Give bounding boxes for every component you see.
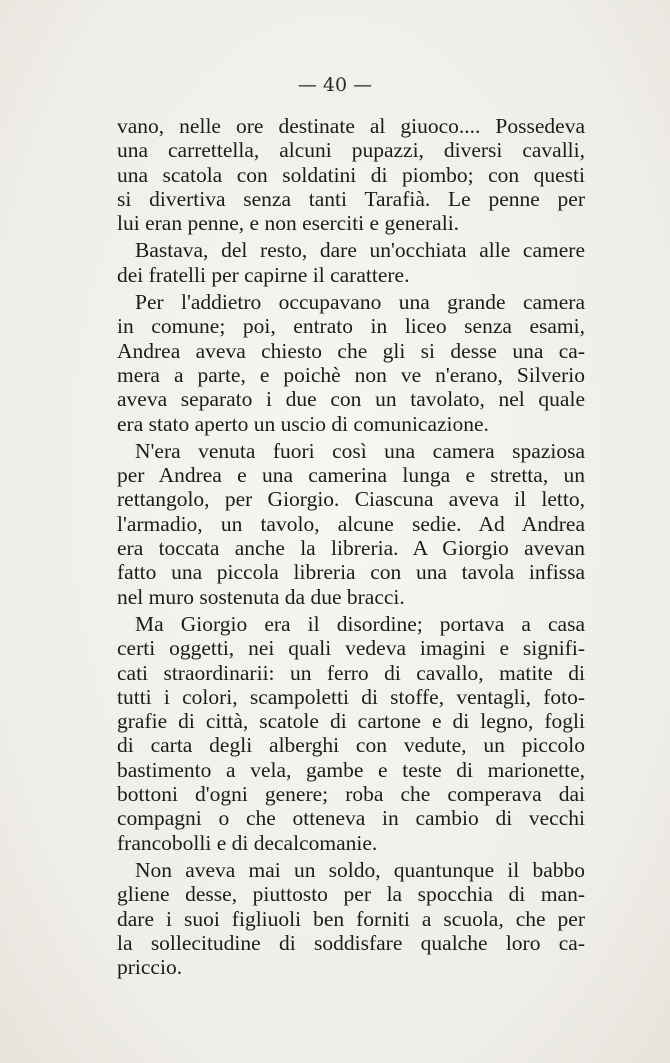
text-line: mera a parte, e poichè non ve n'erano, Silverio <box>117 362 585 387</box>
text-line: Per l'addietro occupavano una grande camera <box>135 290 585 315</box>
text-line: lui eran penne, e non eserciti e generali. <box>117 211 460 236</box>
paragraph <box>117 612 585 855</box>
body-text <box>117 114 585 979</box>
text-line: tutti i colori, scampoletti di stoffe, ventagli, foto- <box>117 684 585 709</box>
text-line: N'era venuta fuori così una camera spaziosa <box>135 438 585 463</box>
text-line: in comune; poi, entrato in liceo senza esami, <box>117 314 585 339</box>
paragraph <box>117 238 585 287</box>
text-line: la sollecitudine di soddisfare qualche loro ca- <box>117 930 585 955</box>
text-line: era stato aperto un uscio di comunicazione. <box>117 411 489 436</box>
text-line: Andrea aveva chiesto che gli si desse una ca- <box>117 338 585 363</box>
text-line: vano, nelle ore destinate al giuoco.... Possedeva <box>117 114 585 138</box>
text-line: francobolli e di decalcomanie. <box>117 830 378 855</box>
text-line: una carrettella, alcuni pupazzi, diversi cavalli, <box>117 138 585 163</box>
text-line: bastimento a vela, gambe e teste di marionette, <box>117 757 585 782</box>
text-line: di carta degli alberghi con vedute, un piccolo <box>117 733 585 758</box>
text-line: l'armadio, un tavolo, alcune sedie. Ad Andrea <box>117 511 585 536</box>
text-line: grafie di città, scatole di cartone e di legno, fogli <box>117 709 585 734</box>
text-line: gliene desse, piuttosto per la spocchia di man- <box>117 882 585 907</box>
text-line: nel muro sostenuta da due bracci. <box>117 584 405 609</box>
text-line: certi oggetti, nei quali vedeva imagini e signifi- <box>117 636 585 661</box>
text-line: era toccata anche la libreria. A Giorgio avevan <box>117 536 585 561</box>
text-line: aveva separato i due con un tavolato, nel quale <box>117 387 585 412</box>
text-line: Bastava, del resto, dare un'occhiata alle camere <box>135 238 585 263</box>
text-line: dare i suoi figliuoli ben forniti a scuola, che per <box>117 906 585 931</box>
text-line: fatto una piccola libreria con una tavola infissa <box>117 560 585 585</box>
text-line: cati straordinarii: un ferro di cavallo, matite di <box>117 660 585 685</box>
text-line: dei fratelli per capirne il carattere. <box>117 262 410 287</box>
text-line: priccio. <box>117 955 183 980</box>
text-line: Non aveva mai un soldo, quantunque il babbo <box>135 857 585 882</box>
text-line: si divertiva senza tanti Tarafià. Le penne per <box>117 186 585 211</box>
page-number: — 40 — <box>297 74 373 96</box>
text-line: per Andrea e una camerina lunga e stretta, un <box>117 463 585 488</box>
text-line: rettangolo, per Giorgio. Ciascuna aveva il letto, <box>117 487 585 512</box>
text-line: una scatola con soldatini di piombo; con questi <box>117 162 585 187</box>
paragraph <box>117 114 585 235</box>
text-line: compagni o che otteneva in cambio di vecchi <box>117 806 585 831</box>
paragraph <box>117 858 585 979</box>
paragraph <box>117 439 585 609</box>
paragraph <box>117 290 585 436</box>
text-line: bottoni d'ogni genere; roba che comperava dai <box>117 782 585 807</box>
text-line: Ma Giorgio era il disordine; portava a casa <box>135 611 585 636</box>
